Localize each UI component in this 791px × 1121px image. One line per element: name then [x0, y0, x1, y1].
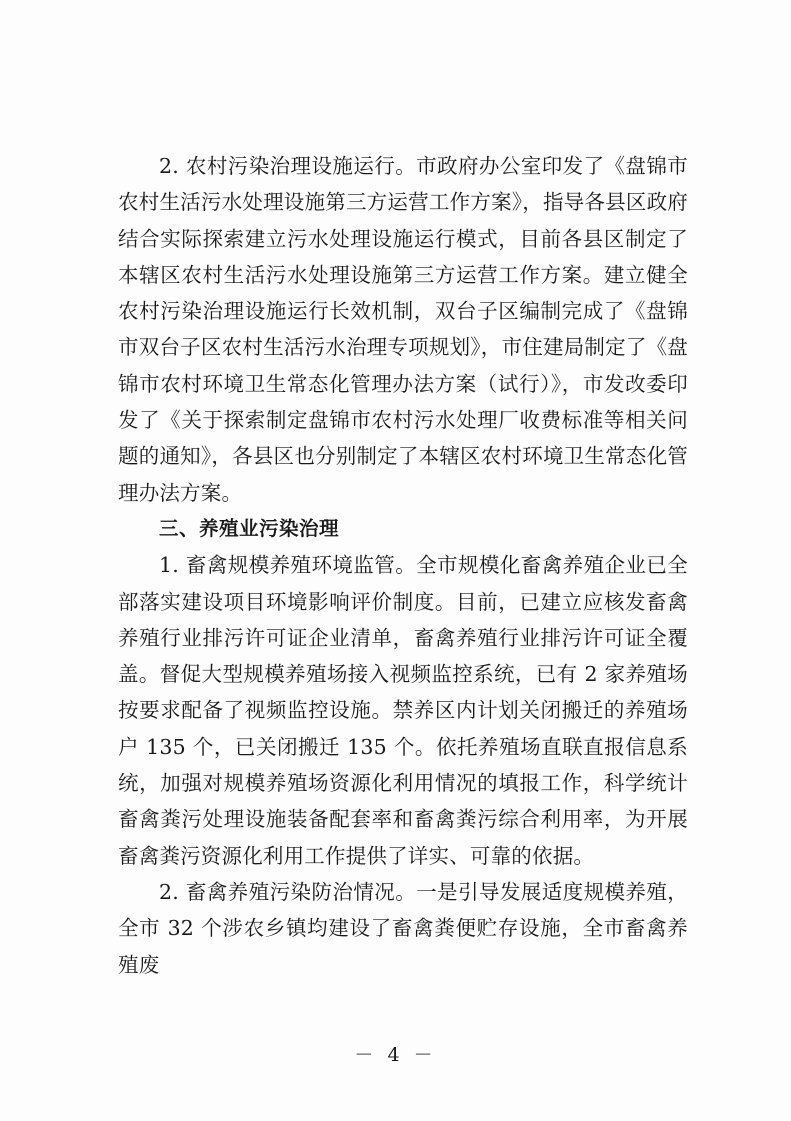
paragraph-livestock-pollution-prevention: 2. 畜禽养殖污染防治情况。一是引导发展适度规模养殖，全市 32 个涉农乡镇均建设了畜禽粪便贮存设施，全市畜禽养殖废 — [118, 879, 688, 977]
document-body — [118, 148, 688, 983]
section-heading-livestock-pollution: 三、养殖业污染治理 — [159, 516, 340, 540]
page-number: － 4 － — [354, 1044, 437, 1066]
paragraph-rural-pollution-facilities: 2. 农村污染治理设施运行。市政府办公室印发了《盘锦市农村生活污水处理设施第三方运营工作方案》，指导各县区政府结合实际探索建立污水处理设施运行模式，目前各县区制定了本辖区农村生活污水处理设施第三方运营工作方案。建立健全农村污染治理设施运行长效机制，双台子区编制完成了《盘锦市双台子区农村生活污水治理专项规划》，市住建局制定了《盘锦市农村环境卫生常态化管理办法方案（试行）》，市发改委印发了《关于探索制定盘锦市农村污水处理厂收费标准等相关问题的通知》，各县区也分别制定了本辖区农村环境卫生常态化管理办法方案。 — [118, 154, 688, 505]
paragraph-livestock-supervision: 1. 畜禽规模养殖环境监管。全市规模化畜禽养殖企业已全部落实建设项目环境影响评价制度。目前，已建立应核发畜禽养殖行业排污许可证企业清单，畜禽养殖行业排污许可证全覆盖。督促大型规模养殖场接入视频监控系统，已有 2 家养殖场按要求配备了视频监控设施。禁养区内计划关闭搬迁的养殖场户 135 个，已关闭搬迁 135 个。依托养殖场直联直报信息系统，加强对规模养殖场资源化利用情况的填报工作，科学统计畜禽粪污处理设施装备配套率和畜禽粪污综合利用率，为开展畜禽粪污资源化利用工作提供了详实、可靠的依据。 — [118, 553, 688, 868]
